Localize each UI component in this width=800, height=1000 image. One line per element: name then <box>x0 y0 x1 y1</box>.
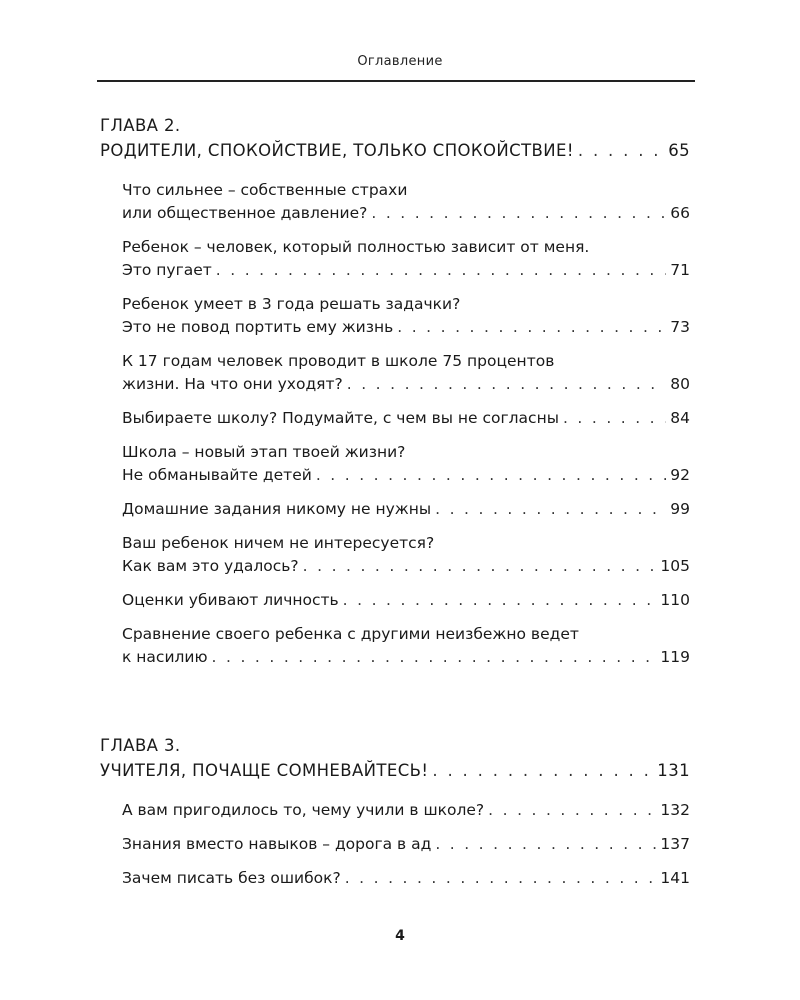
entry-leader-line <box>122 373 690 396</box>
chapter-page: 65 <box>668 141 690 160</box>
toc-entry[interactable] <box>122 236 690 282</box>
chapter-2 <box>100 114 690 680</box>
toc-entries <box>122 799 690 890</box>
entry-page: 84 <box>670 409 690 427</box>
entry-leader-line <box>122 833 690 856</box>
entry-title-line1: Сравнение своего ребенка с другими неизбежно ведет <box>122 625 579 643</box>
entry-page: 141 <box>660 869 690 887</box>
entry-title-line1: К 17 годам человек проводит в школе 75 процентов <box>122 352 555 370</box>
entry-title-line2: Не обманывайте детей <box>122 466 312 484</box>
dot-leader <box>578 138 664 163</box>
entry-page: 105 <box>660 557 690 575</box>
entry-page: 132 <box>660 801 690 819</box>
entry-leader-line <box>122 498 690 521</box>
entry-leader-line <box>122 555 690 578</box>
entry-leader-line <box>122 407 690 430</box>
chapter-title-line[interactable] <box>100 758 690 783</box>
dot-leader <box>488 799 656 822</box>
toc-entries <box>122 179 690 669</box>
toc-entry[interactable] <box>122 179 690 225</box>
entry-leader-line <box>122 867 690 890</box>
entry-page: 92 <box>670 466 690 484</box>
toc-entry[interactable] <box>122 407 690 430</box>
dot-leader <box>212 646 657 669</box>
entry-title: Зачем писать без ошибок? <box>122 869 341 887</box>
entry-leader-line <box>122 589 690 612</box>
toc-entry[interactable] <box>122 350 690 396</box>
toc-entry[interactable] <box>122 498 690 521</box>
entry-title: А вам пригодилось то, чему учили в школе? <box>122 801 485 819</box>
dot-leader <box>432 758 653 783</box>
chapter-title: РОДИТЕЛИ, СПОКОЙСТВИЕ, ТОЛЬКО СПОКОЙСТВИЕ! <box>100 141 574 160</box>
dot-leader <box>435 498 666 521</box>
toc-entry[interactable] <box>122 532 690 578</box>
entry-page: 80 <box>670 375 690 393</box>
entry-leader-line <box>122 316 690 339</box>
chapter-label: ГЛАВА 3. <box>100 736 181 755</box>
toc-entry[interactable] <box>122 833 690 856</box>
chapter-page: 131 <box>657 761 690 780</box>
entry-page: 137 <box>660 835 690 853</box>
entry-page: 110 <box>660 591 690 609</box>
dot-leader <box>435 833 656 856</box>
toc-entry[interactable] <box>122 293 690 339</box>
toc-entry[interactable] <box>122 799 690 822</box>
dot-leader <box>343 589 657 612</box>
dot-leader <box>216 259 666 282</box>
entry-title-line2: жизни. На что они уходят? <box>122 375 343 393</box>
entry-title: Выбираете школу? Подумайте, с чем вы не согласны <box>122 409 559 427</box>
entry-page: 119 <box>660 648 690 666</box>
entry-leader-line <box>122 202 690 225</box>
toc-entry[interactable] <box>122 623 690 669</box>
entry-title: Домашние задания никому не нужны <box>122 500 432 518</box>
entry-leader-line <box>122 259 690 282</box>
page-number: 4 <box>395 928 405 944</box>
dot-leader <box>397 316 666 339</box>
chapter-title: УЧИТЕЛЯ, ПОЧАЩЕ СОМНЕВАЙТЕСЬ! <box>100 761 429 780</box>
entry-title-line1: Ваш ребенок ничем не интересуется? <box>122 534 435 552</box>
dot-leader <box>316 464 666 487</box>
dot-leader <box>345 867 657 890</box>
chapter-label: ГЛАВА 2. <box>100 116 181 135</box>
toc-entry[interactable] <box>122 441 690 487</box>
entry-leader-line <box>122 646 690 669</box>
entry-title-line1: Ребенок – человек, который полностью зависит от меня. <box>122 238 590 256</box>
entry-title-line1: Школа – новый этап твоей жизни? <box>122 443 406 461</box>
entry-title: Оценки убивают личность <box>122 591 339 609</box>
entry-title-line1: Что сильнее – собственные страхи <box>122 181 408 199</box>
toc-entry[interactable] <box>122 867 690 890</box>
entry-title-line2: или общественное давление? <box>122 204 368 222</box>
dot-leader <box>303 555 657 578</box>
entry-title-line2: Это не повод портить ему жизнь <box>122 318 394 336</box>
dot-leader <box>347 373 667 396</box>
chapter-title-line[interactable] <box>100 138 690 163</box>
entry-page: 99 <box>670 500 690 518</box>
entry-title: Знания вместо навыков – дорога в ад <box>122 835 432 853</box>
header-rule <box>97 80 695 82</box>
dot-leader <box>371 202 666 225</box>
toc-entry[interactable] <box>122 589 690 612</box>
entry-title-line2: Как вам это удалось? <box>122 557 299 575</box>
entry-title-line1: Ребенок умеет в 3 года решать задачки? <box>122 295 461 313</box>
entry-leader-line <box>122 464 690 487</box>
entry-page: 66 <box>670 204 690 222</box>
chapter-3 <box>100 734 690 901</box>
dot-leader <box>563 407 666 430</box>
entry-page: 73 <box>670 318 690 336</box>
entry-title-line2: к насилию <box>122 648 208 666</box>
running-head: Оглавление <box>357 54 443 69</box>
entry-title-line2: Это пугает <box>122 261 212 279</box>
entry-page: 71 <box>670 261 690 279</box>
entry-leader-line <box>122 799 690 822</box>
